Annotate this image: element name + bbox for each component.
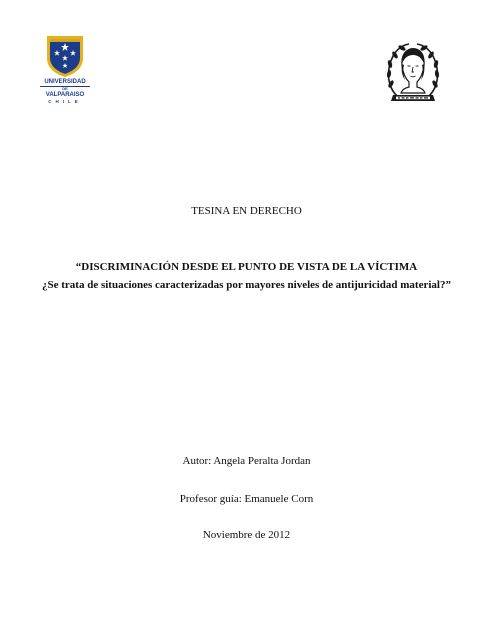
university-shield-icon — [45, 34, 85, 78]
thesis-subtitle: ¿Se trata de situaciones caracterizadas por mayores niveles de antijuricidad material?” — [42, 279, 451, 291]
logo-text-de: DE — [62, 86, 68, 91]
document-kind-label: TESINA EN DERECHO — [191, 205, 302, 217]
thesis-title: “DISCRIMINACIÓN DESDE EL PUNTO DE VISTA DE LA VÍCTIMA — [75, 261, 418, 273]
logo-text-valparaiso: VALPARAISO — [45, 92, 85, 98]
laurel-portrait-seal-icon — [383, 40, 443, 106]
date-line: Noviembre de 2012 — [202, 529, 291, 541]
logo-text-universidad: UNIVERSIDAD — [44, 79, 86, 85]
logo-text-chile: CHILE — [48, 99, 82, 104]
university-logo — [38, 34, 92, 110]
faculty-seal — [383, 40, 443, 106]
author-line: Autor: Angela Peralta Jordan — [182, 455, 311, 467]
advisor-line: Profesor guía: Emanuele Corn — [179, 493, 314, 505]
